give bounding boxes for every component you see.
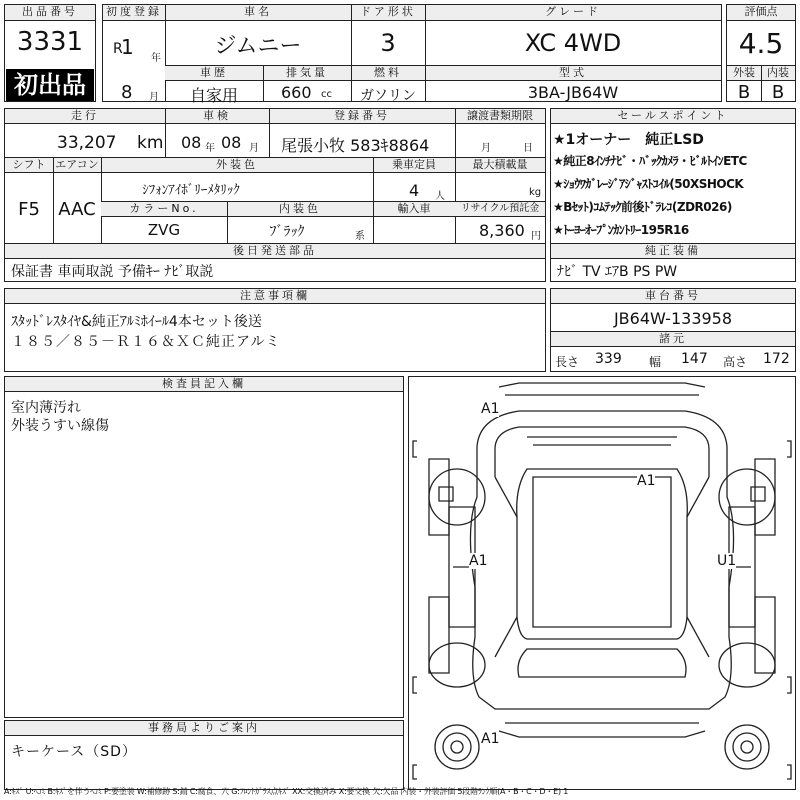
damage-diagram xyxy=(408,376,796,790)
first-reg-year: 1 xyxy=(121,35,134,59)
height-label: 高さ xyxy=(723,355,748,369)
doors-label: ドア形状 xyxy=(351,5,425,21)
chassis-box xyxy=(550,288,796,372)
damage-mark: U1 xyxy=(717,553,737,569)
mileage-label: 走行 xyxy=(5,109,165,124)
first-listing-badge: 初出品 xyxy=(6,69,94,101)
damage-mark: A1 xyxy=(481,731,500,747)
interior-color-label: 内装色 xyxy=(227,202,373,217)
later-parts-value: 保証書 車両取説 予備ｷｰ ﾅﾋﾞ取説 xyxy=(11,264,214,280)
score-label: 評価点 xyxy=(727,5,795,21)
recycle-value: 8,360 xyxy=(479,221,525,240)
mileage-value: 33,207 xyxy=(57,133,117,153)
office-box xyxy=(4,720,404,790)
color-no-value: ZVG xyxy=(147,221,181,239)
color-no-label: カラーNo. xyxy=(101,202,227,217)
sales-point-item: ★Bｾｯﾄ)ｺﾑﾃｯｸ前後ﾄﾞﾗﾚｺ(ZDR026) xyxy=(553,200,732,214)
history-label: 車歴 xyxy=(165,66,263,81)
inspector-label: 検査員記入欄 xyxy=(5,377,403,392)
seating-label: 乗車定員 xyxy=(373,158,455,173)
car-outline-diagram xyxy=(409,377,795,789)
interior-score-label: 内装 xyxy=(761,66,795,81)
max-load-unit: kg xyxy=(529,187,542,198)
transfer-deadline-label: 譲渡書類期限 xyxy=(455,109,545,124)
shift-label: シフト xyxy=(5,158,53,173)
later-parts-label: 後日発送部品 xyxy=(5,244,545,259)
damage-mark: A1 xyxy=(481,401,500,417)
inspector-box xyxy=(4,376,404,718)
model-code-value: 3BA-JB64W xyxy=(527,83,619,102)
sales-points-label: セールスポイント xyxy=(551,109,795,124)
inspection-month: 08 xyxy=(221,133,242,152)
plate-value: 尾張小牧 583ｷ8864 xyxy=(281,136,430,155)
grade-value: XC 4WD xyxy=(524,29,622,57)
seating-unit: 人 xyxy=(435,191,445,202)
max-load-label: 最大積載量 xyxy=(455,158,545,173)
chassis-value: JB64W-133958 xyxy=(613,309,733,328)
score-value: 4.5 xyxy=(738,27,784,60)
inspection-month-unit: 月 xyxy=(249,143,259,154)
notes-label: 注意事項欄 xyxy=(5,289,545,304)
import-label: 輸入車 xyxy=(373,202,455,217)
length-label: 長さ xyxy=(555,355,580,369)
dimensions-label: 諸元 xyxy=(551,332,795,347)
sales-point-item: ★純正8ｲﾝﾁﾅﾋﾞ・ﾊﾞｯｸｶﾒﾗ・ﾋﾞﾙﾄｲﾝETC xyxy=(553,154,747,168)
plate-label: 登録番号 xyxy=(269,109,455,124)
chassis-label: 車台番号 xyxy=(551,289,795,304)
sales-point-item: ★ｼｮｳﾜｶﾞﾚｰｼﾞｱｼﾞｬｽﾄｺｲﾙ(50XSHOCK xyxy=(553,177,744,191)
damage-mark: A1 xyxy=(469,553,488,569)
sales-point-item: ★ﾄｰﾖｰｵｰﾌﾟﾝｶﾝﾄﾘｰ195R16 xyxy=(553,223,689,237)
recycle-unit: 円 xyxy=(531,231,541,242)
vehicle-info-box xyxy=(4,108,546,282)
sales-points-box xyxy=(550,108,796,282)
model-code-label: 型式 xyxy=(425,66,721,81)
inspection-year: 08 xyxy=(181,133,202,152)
first-reg-label: 初度登録 xyxy=(103,5,165,21)
exterior-score-label: 外装 xyxy=(727,66,761,81)
inspection-label: 車検 xyxy=(165,109,269,124)
displacement-label: 排気量 xyxy=(263,66,351,81)
first-reg-year-unit: 年 xyxy=(151,53,161,64)
doors-value: 3 xyxy=(380,29,396,57)
recycle-label: リサイクル預託金 xyxy=(455,202,545,217)
length-value: 339 xyxy=(595,351,622,367)
score-box xyxy=(726,4,796,102)
inspection-year-unit: 年 xyxy=(205,143,215,154)
notes-box xyxy=(4,288,546,372)
standard-equipment-label: 純正装備 xyxy=(551,244,795,259)
office-label: 事務局よりご案内 xyxy=(5,721,403,736)
fuel-label: 燃料 xyxy=(351,66,425,81)
first-reg-month-unit: 月 xyxy=(149,92,159,103)
office-value: キーケース（SD） xyxy=(11,744,137,760)
interior-color-unit: 系 xyxy=(355,231,365,242)
inspector-line: 室内薄汚れ xyxy=(11,400,81,416)
shift-value: F5 xyxy=(18,199,40,220)
exterior-color-value: ｼﾌｫﾝｱｲﾎﾞﾘｰﾒﾀﾘｯｸ xyxy=(142,183,240,198)
lot-box xyxy=(4,4,96,102)
legend-text: A:ｷｽﾞ U:ﾍｺﾐ B:ｷｽﾞを伴うﾍｺﾐ P:要塗装 W:補修跡 S:錆 C:腐食、穴 G:ﾌﾛﾝﾄｶﾞﾗｽ点ｷｽﾞ XX:交換済み X:要交換 欠:欠品 内装・外装評価 5段階ﾗﾝｸ順(A・B・C・D・E) 1 xyxy=(4,787,569,796)
inspector-line: 外装うすい線傷 xyxy=(11,418,109,434)
history-value: 自家用 xyxy=(189,86,238,105)
width-label: 幅 xyxy=(649,355,662,369)
height-value: 172 xyxy=(763,351,790,367)
notes-line: １８５／８５－Ｒ１６＆ＸＣ純正アルミ xyxy=(11,334,281,350)
first-reg-era: R xyxy=(113,41,123,57)
width-value: 147 xyxy=(681,351,708,367)
exterior-color-label: 外装色 xyxy=(101,158,373,173)
standard-equipment-value: ﾅﾋﾞ TV ｴｱB PS PW xyxy=(557,264,678,280)
transfer-day-unit: 日 xyxy=(523,143,533,154)
sales-point-item: ★1オーナー 純正LSD xyxy=(553,132,704,148)
damage-mark: A1 xyxy=(637,473,656,489)
exterior-score-value: B xyxy=(737,82,751,103)
notes-line: ｽﾀｯﾄﾞﾚｽﾀｲﾔ&純正ｱﾙﾐﾎｲｰﾙ4本セット後送 xyxy=(11,314,262,330)
displacement-unit: cc xyxy=(321,89,332,100)
lot-number: 3331 xyxy=(16,27,84,57)
seating-value: 4 xyxy=(409,181,420,200)
header-row-box xyxy=(102,4,722,105)
interior-score-value: B xyxy=(771,82,785,103)
grade-label: グレード xyxy=(425,5,721,21)
mileage-unit: km xyxy=(137,133,164,153)
transfer-month-unit: 月 xyxy=(481,143,491,154)
displacement-value: 660 xyxy=(281,83,312,102)
car-name-label: 車名 xyxy=(165,5,351,21)
first-reg-month: 8 xyxy=(121,82,133,103)
fuel-value: ガソリン xyxy=(360,88,416,104)
aircon-label: エアコン xyxy=(53,158,101,173)
aircon-value: AAC xyxy=(58,199,96,220)
lot-label: 出品番号 xyxy=(5,5,95,21)
car-name-value: ジムニー xyxy=(214,34,302,59)
interior-color-value: ﾌﾞﾗｯｸ xyxy=(269,224,305,240)
